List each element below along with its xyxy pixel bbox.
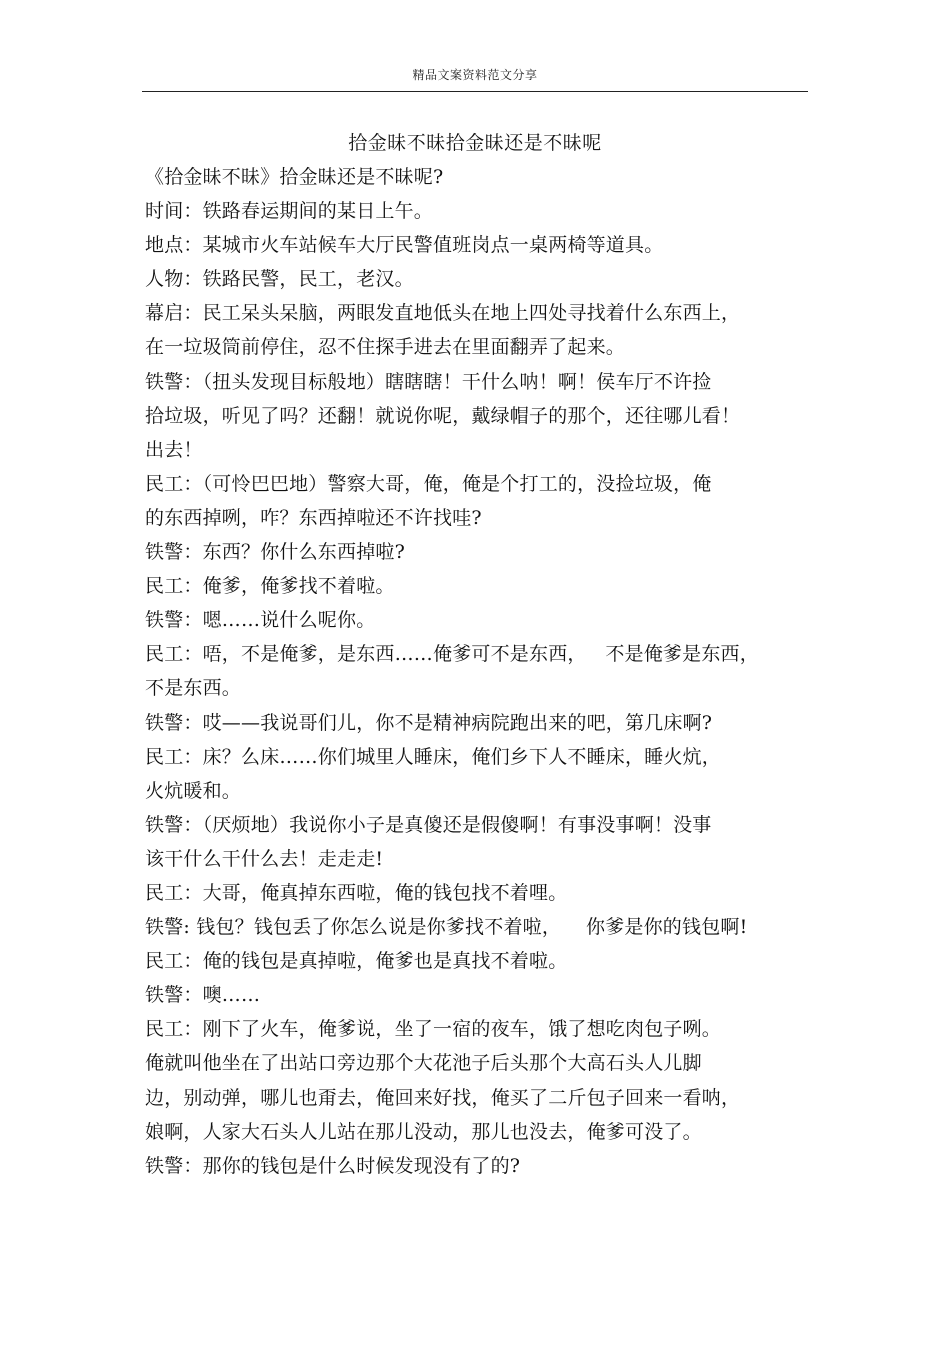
text-line: 民工：俺爹，俺爹找不着啦。: [145, 575, 395, 598]
document-body: [145, 160, 805, 1183]
text-line: 民工：刚下了火车，俺爹说，坐了一宿的夜车，饿了想吃肉包子咧。: [145, 1018, 722, 1041]
header-divider: [142, 91, 808, 92]
text-line: 时间：铁路春运期间的某日上午。: [145, 200, 434, 223]
text-line: 民工：床？么床……你们城里人睡床，俺们乡下人不睡床，睡火炕，: [145, 745, 722, 768]
text-line: 拾垃圾，听见了吗？还翻！就说你呢，戴绿帽子的那个，还往哪儿看！: [145, 404, 741, 427]
text-line: 边，别动弹，哪儿也甭去，俺回来好找，俺买了二斤包子回来一看呐，: [145, 1086, 741, 1109]
text-line: 该干什么干什么去！走走走!: [145, 847, 384, 870]
text-line: 地点：某城市火车站候车大厅民警值班岗点一桌两椅等道具。: [145, 234, 664, 257]
text-line: 铁警：东西？你什么东西掉啦?: [145, 541, 405, 564]
text-line: 民工：唔，不是俺爹，是东西……俺爹可不是东西， 不是俺爹是东西，: [145, 643, 759, 666]
text-line: 铁警：（扭头发现目标般地）瞎瞎瞎！干什么呐！啊！侯车厅不许捡: [145, 370, 712, 393]
text-line: 铁警: 钱包？钱包丢了你怎么说是你爹找不着啦， 你爹是你的钱包啊!: [145, 916, 748, 939]
text-line: 铁警：哎——我说哥们儿，你不是精神病院跑出来的吧，第几床啊?: [145, 711, 713, 734]
text-line: 人物：铁路民警，民工，老汉。: [145, 268, 414, 291]
text-line: 俺就叫他坐在了出站口旁边那个大花池子后头那个大高石头人儿脚: [145, 1052, 702, 1075]
page-header: 精品文案资料范文分享: [412, 68, 538, 82]
text-line: 幕启：民工呆头呆脑，两眼发直地低头在地上四处寻找着什么东西上，: [145, 302, 741, 325]
text-line: 的东西掉咧，咋？东西掉啦还不许找哇?: [145, 506, 482, 529]
document-title: 拾金昧不昧拾金昧还是不昧呢: [348, 132, 602, 154]
text-line: 在一垃圾筒前停住，忍不住探手进去在里面翻弄了起来。: [145, 336, 626, 359]
text-line: 铁警：嗯……说什么呢你。: [145, 609, 376, 632]
text-line: 出去！: [145, 438, 203, 461]
text-line: 《拾金昧不昧》拾金昧还是不昧呢?: [145, 166, 444, 188]
text-line: 民工：俺的钱包是真掉啦，俺爹也是真找不着啦。: [145, 950, 568, 973]
text-line: 不是东西。: [145, 677, 242, 700]
text-line: 铁警：噢……: [145, 984, 261, 1007]
text-line: 铁警：（厌烦地）我说你小子是真傻还是假傻啊！有事没事啊！没事: [145, 813, 712, 836]
text-line: 民工：（可怜巴巴地）警察大哥，俺，俺是个打工的，没捡垃圾，俺: [145, 472, 712, 495]
text-line: 民工：大哥，俺真掉东西啦，俺的钱包找不着哩。: [145, 881, 568, 904]
text-line: 火炕暖和。: [145, 779, 242, 802]
text-line: 铁警：那你的钱包是什么时候发现没有了的?: [145, 1154, 521, 1177]
text-line: 娘啊，人家大石头人儿站在那儿没动，那儿也没去，俺爹可没了。: [145, 1120, 702, 1143]
